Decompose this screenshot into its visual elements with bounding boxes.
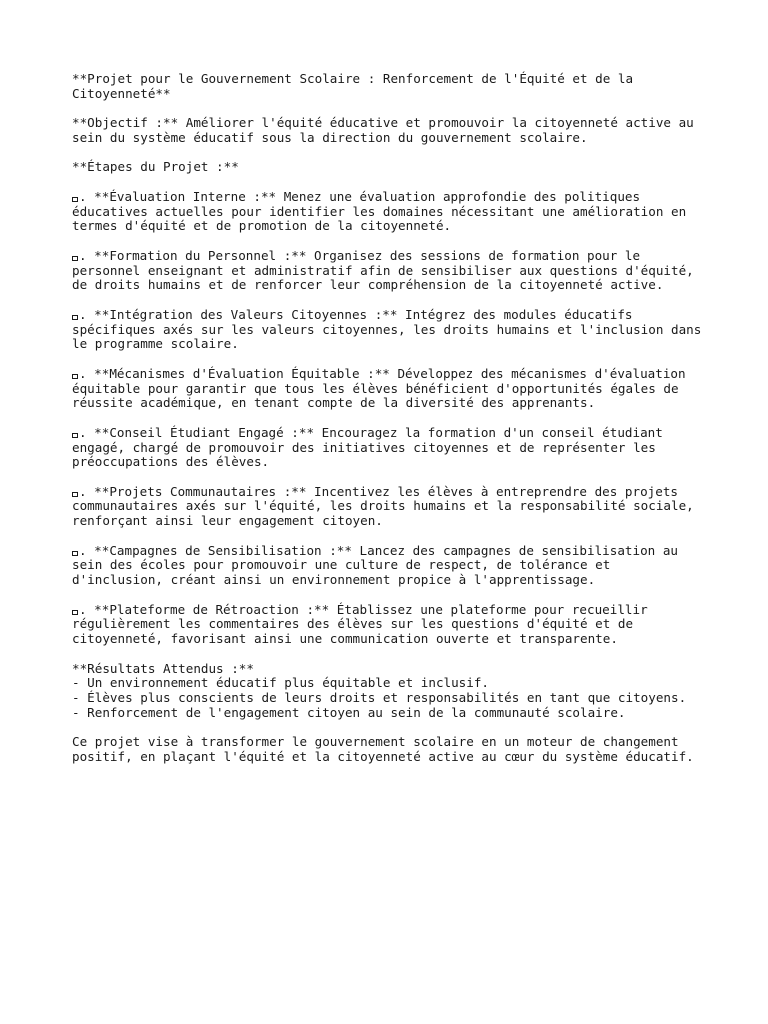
- step-text: . **Campagnes de Sensibilisation :** Lancez des campagnes de sensibilisation au sein des écoles pour promouvoir une culture de respect, de tolérance et d'inclusion, créant ainsi un environnement propice à l'apprentissage.: [72, 542, 686, 588]
- missing-glyph-icon: [72, 492, 78, 497]
- result-item: - Renforcement de l'engagement citoyen au sein de la communauté scolaire.: [72, 705, 626, 721]
- result-item: - Un environnement éducatif plus équitable et inclusif.: [72, 675, 490, 691]
- step-text: . **Intégration des Valeurs Citoyennes :** Intégrez des modules éducatifs spécifiques axés sur les valeurs citoyennes, les droits humains et l'inclusion dans le programme scolaire.: [72, 306, 709, 352]
- step-item: [72, 190, 702, 234]
- missing-glyph-icon: [72, 374, 78, 379]
- step-text: . **Mécanismes d'Évaluation Équitable :** Développez des mécanismes d'évaluation équitable pour garantir que tous les élèves bénéficient d'opportunités égales de réussite académique, en tenant compte de la diversité des apprenants.: [72, 365, 694, 411]
- missing-glyph-icon: [72, 433, 78, 438]
- step-item: [72, 544, 702, 588]
- step-item: [72, 603, 702, 647]
- results-heading: **Résultats Attendus :**: [72, 660, 254, 676]
- objective-paragraph: **Objectif :** Améliorer l'équité éducative et promouvoir la citoyenneté active au sein du système éducatif sous la direction du gouvernement scolaire.: [72, 115, 702, 145]
- missing-glyph-icon: [72, 551, 78, 556]
- step-text: . **Conseil Étudiant Engagé :** Encouragez la formation d'un conseil étudiant engagé, chargé de promouvoir des initiatives citoyennes et de représenter les préoccupations des élèves.: [72, 424, 671, 470]
- conclusion-paragraph: Ce projet vise à transformer le gouvernement scolaire en un moteur de changement positif, en plaçant l'équité et la citoyenneté active au cœur du système éducatif.: [72, 734, 694, 765]
- step-text: . **Projets Communautaires :** Incentivez les élèves à entreprendre des projets communautaires axés sur l'équité, les droits humains et la responsabilité sociale, renforçant ainsi leur engagement citoyen.: [72, 483, 702, 529]
- missing-glyph-icon: [72, 256, 78, 261]
- step-item: [72, 367, 702, 411]
- step-item: [72, 426, 702, 470]
- results-section: [72, 662, 702, 721]
- missing-glyph-icon: [72, 315, 78, 320]
- missing-glyph-icon: [72, 610, 78, 615]
- document-title: **Projet pour le Gouvernement Scolaire : Renforcement de l'Équité et de la Citoyenneté**: [72, 71, 641, 101]
- steps-heading: **Étapes du Projet :**: [72, 159, 239, 175]
- step-text: . **Plateforme de Rétroaction :** Établissez une plateforme pour recueillir régulièrement les commentaires des élèves sur les questions d'équité et de citoyenneté, favorisant ainsi une communication ouverte et transparente.: [72, 601, 656, 647]
- step-item: [72, 485, 702, 529]
- step-item: [72, 306, 709, 352]
- missing-glyph-icon: [72, 197, 78, 202]
- document-body: [72, 71, 709, 780]
- step-text: . **Formation du Personnel :** Organisez des sessions de formation pour le personnel enseignant et administratif afin de sensibiliser aux questions d'équité, de droits humains et de renforcer leur compréhension de la citoyenneté active.: [72, 247, 702, 293]
- step-text: . **Évaluation Interne :** Menez une évaluation approfondie des politiques éducatives actuelles pour identifier les domaines nécessitant une amélioration en termes d'équité et de promotion de la citoyenneté.: [72, 188, 694, 234]
- result-item: - Élèves plus conscients de leurs droits et responsabilités en tant que citoyens.: [72, 690, 687, 706]
- step-item: [72, 249, 702, 293]
